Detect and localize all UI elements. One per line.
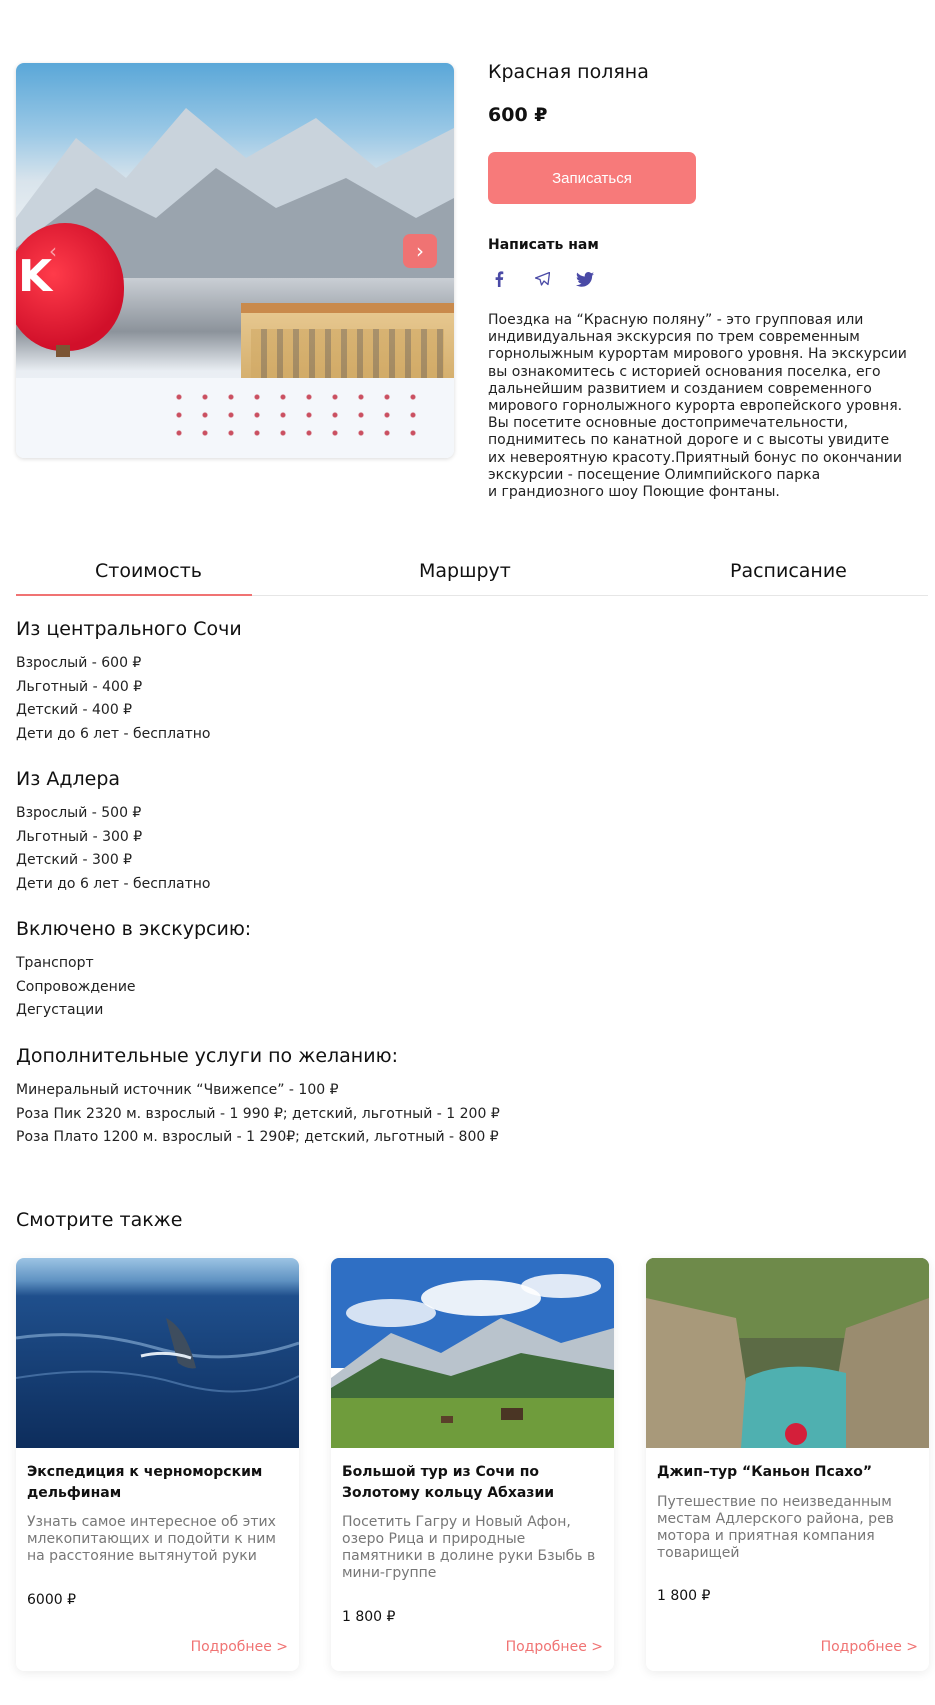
twitter-link[interactable] bbox=[574, 268, 596, 290]
gallery-next-button[interactable] bbox=[403, 234, 437, 268]
more-link[interactable]: Подробнее > bbox=[505, 1639, 603, 1655]
list-item: Взрослый - 600 ₽ bbox=[16, 655, 142, 671]
included-list bbox=[16, 952, 136, 1023]
list-item: Транспорт bbox=[16, 955, 94, 971]
list-item: Дети до 6 лет - бесплатно bbox=[16, 875, 211, 892]
card-title: Большой тур из Сочи по Золотому кольцу Абхазии bbox=[342, 1464, 555, 1501]
list-item: Минеральный источник “Чвижепсе” - 100 ₽ bbox=[16, 1082, 339, 1098]
telegram-link[interactable] bbox=[531, 268, 553, 290]
price-list bbox=[16, 652, 210, 746]
tab-route[interactable]: Маршрут bbox=[419, 560, 511, 582]
list-item: Дети до 6 лет - бесплатно bbox=[16, 725, 211, 742]
tab-schedule[interactable]: Расписание bbox=[730, 560, 847, 582]
list-item: Сопровождение bbox=[16, 978, 136, 995]
section-heading: Из центрального Сочи bbox=[16, 618, 242, 640]
abkhazia-photo bbox=[331, 1258, 614, 1448]
list-item: Дегустации bbox=[16, 1002, 104, 1018]
product-title: Красная поляна bbox=[488, 61, 649, 83]
card-title: Экспедиция к черноморским дельфинам bbox=[27, 1464, 263, 1501]
telegram-icon bbox=[535, 272, 550, 286]
write-us-label: Написать нам bbox=[488, 237, 599, 253]
canyon-photo bbox=[646, 1258, 929, 1448]
extras-list bbox=[16, 1079, 500, 1150]
tour-card[interactable] bbox=[331, 1258, 614, 1671]
facebook-icon bbox=[494, 271, 504, 287]
tour-card[interactable] bbox=[646, 1258, 929, 1671]
card-description: Узнать самое интересное об этих млекопитающих и подойти к ним на расстояние вытянутой руки bbox=[27, 1514, 276, 1564]
card-price: 6000 ₽ bbox=[27, 1592, 76, 1608]
list-item: Детский - 300 ₽ bbox=[16, 852, 133, 868]
tab-cost[interactable]: Стоимость bbox=[95, 560, 202, 582]
tabs-bar bbox=[16, 560, 928, 596]
section-heading: Дополнительные услуги по желанию: bbox=[16, 1045, 398, 1067]
card-price: 1 800 ₽ bbox=[342, 1609, 396, 1625]
tour-card[interactable] bbox=[16, 1258, 299, 1671]
card-description: Путешествие по неизведанным местам Адлерского района, рев мотора и приятная компания товарищей bbox=[657, 1494, 894, 1561]
list-item: Роза Пик 2320 м. взрослый - 1 990 ₽; детский, льготный - 1 200 ₽ bbox=[16, 1105, 500, 1122]
list-item: Детский - 400 ₽ bbox=[16, 702, 133, 718]
skiers-graphic bbox=[166, 388, 434, 438]
facebook-link[interactable] bbox=[488, 268, 510, 290]
list-item: Льготный - 300 ₽ bbox=[16, 828, 143, 845]
chevron-left-icon: ‹ bbox=[49, 239, 57, 263]
card-description: Посетить Гагру и Новый Афон, озеро Рица и природные памятники в долине руки Бзыбь в мини-группе bbox=[342, 1514, 596, 1581]
section-heading: Из Адлера bbox=[16, 768, 121, 790]
card-price: 1 800 ₽ bbox=[657, 1588, 711, 1604]
active-tab-indicator bbox=[16, 594, 252, 596]
see-also-heading: Смотрите также bbox=[16, 1209, 183, 1231]
twitter-icon bbox=[576, 272, 594, 287]
product-price: 600 ₽ bbox=[488, 104, 548, 126]
product-description: Поездка на “Красную поляну” - это групповая или индивидуальная экскурсия по трем современным горнолыжным курортам мирового уровня. На экскурсии вы ознакомитесь с историей основания поселка, его дальнейшим развитием и созданием современного мирового горнолыжного курорта европейского уровня. Вы посетите основные достопримечательности, поднимитесь по канатной дороге и с высоты увидите их невероятную красоту.Приятный бонус по окончании экскурсии - посещение Олимпийского парка и грандиозного шоу Поющие фонтаны. bbox=[488, 312, 907, 501]
price-list bbox=[16, 802, 210, 896]
signup-button[interactable]: Записаться bbox=[488, 152, 696, 204]
balloon-graphic: K bbox=[16, 223, 124, 351]
gallery-prev-button[interactable] bbox=[36, 234, 70, 268]
list-item: Роза Плато 1200 м. взрослый - 1 290₽; детский, льготный - 800 ₽ bbox=[16, 1129, 499, 1145]
list-item: Льготный - 400 ₽ bbox=[16, 678, 143, 695]
more-link[interactable]: Подробнее > bbox=[190, 1639, 288, 1655]
dolphin-photo bbox=[16, 1258, 299, 1448]
product-photo bbox=[16, 63, 454, 458]
more-link[interactable]: Подробнее > bbox=[820, 1639, 918, 1655]
section-heading: Включено в экскурсию: bbox=[16, 918, 252, 940]
chevron-right-icon: › bbox=[416, 239, 424, 263]
list-item: Взрослый - 500 ₽ bbox=[16, 805, 142, 821]
card-title: Джип–тур “Каньон Псахо” bbox=[657, 1464, 873, 1480]
